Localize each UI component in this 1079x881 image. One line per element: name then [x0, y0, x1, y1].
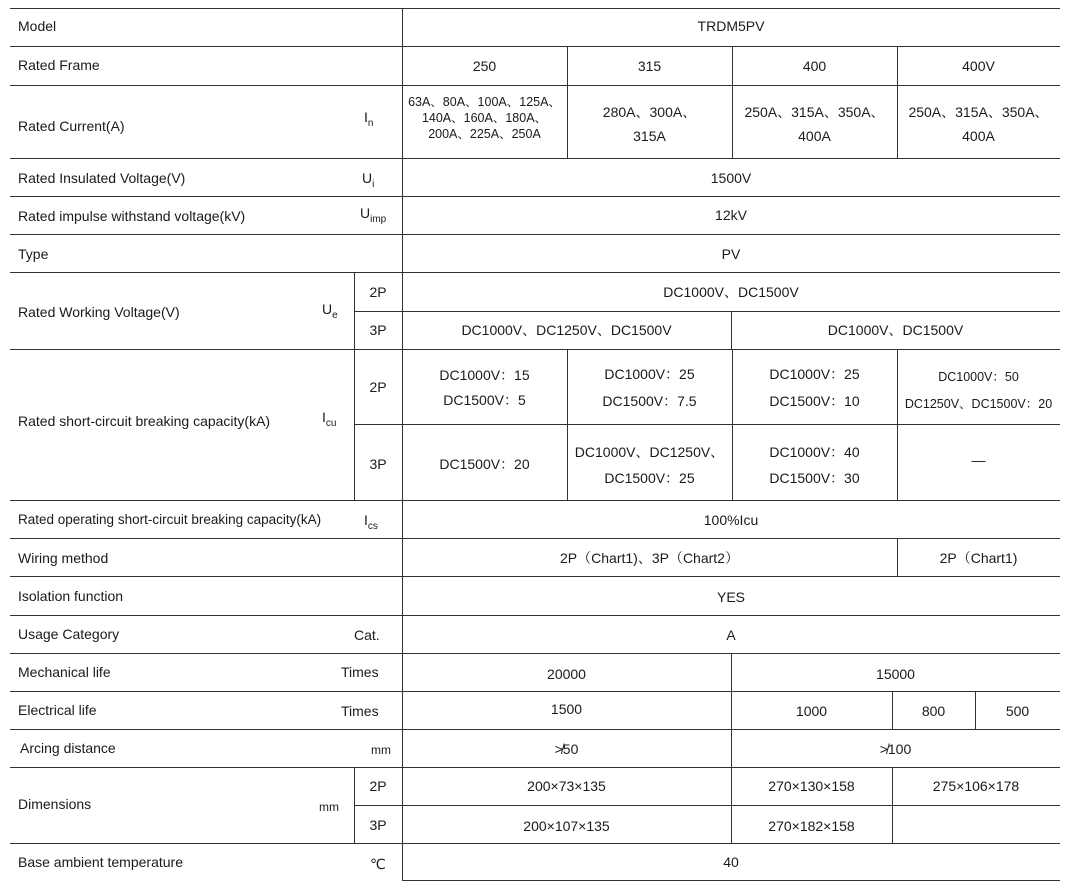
icu-3p: 3P — [369, 456, 387, 472]
working-voltage-3p-value-b: DC1000V、DC1500V — [827, 322, 964, 338]
label-wiring-method: Wiring method — [18, 550, 109, 566]
label-short-circuit-capacity: Rated short-circuit breaking capacity(kA) — [18, 413, 271, 429]
value-usage: A — [726, 627, 736, 643]
current-250-values: 63A、80A、100A、125A、 140A、160A、180A、 200A、225A、250A — [408, 95, 561, 141]
icu-3p-250: DC1500V：20 — [439, 456, 530, 472]
icu-2p-315: DC1000V：25 DC1500V：7.5 — [602, 366, 697, 409]
label-impulse-voltage: Rated impulse withstand voltage(kV) — [18, 208, 246, 224]
frame-250: 250 — [472, 58, 497, 74]
label-operating-capacity: Rated operating short-circuit breaking capacity(kA) — [18, 512, 322, 527]
frame-315: 315 — [637, 58, 662, 74]
mech-value-1: 20000 — [547, 666, 586, 682]
mech-value-2: 15000 — [876, 666, 915, 682]
unit-arcing: mm — [371, 743, 391, 757]
frame-400: 400 — [802, 58, 827, 74]
symbol-uimp: $U_{imp}$ — [360, 205, 387, 225]
symbol-ics: $I_{cs}$ — [364, 512, 378, 532]
value-model: TRDM5PV — [697, 18, 765, 34]
arc-value-2: ≯100 — [879, 741, 912, 757]
icu-2p-400v: DC1000V：50 DC1250V、DC1500V：20 — [904, 370, 1053, 411]
unit-temperature: ℃ — [370, 856, 386, 872]
label-model: Model — [18, 18, 57, 34]
value-insulated-voltage: 1500V — [710, 170, 752, 186]
label-dimensions: Dimensions — [18, 796, 92, 812]
dim-2p-b: 270×130×158 — [768, 778, 855, 794]
dim-2p-a: 200×73×135 — [527, 778, 606, 794]
dim-3p-a: 200×107×135 — [523, 818, 610, 834]
wiring-value-1: 2P（Chart1)、3P（Chart2） — [560, 550, 739, 566]
working-voltage-2p-value: DC1000V、DC1500V — [663, 284, 799, 300]
icu-2p-400: DC1000V：25 DC1500V：10 — [769, 366, 860, 409]
unit-mechanical: Times — [341, 664, 379, 680]
label-mechanical-life: Mechanical life — [18, 664, 111, 680]
label-arcing-distance: Arcing distance — [20, 740, 116, 756]
dim-3p: 3P — [369, 817, 387, 833]
dim-3p-b: 270×182×158 — [768, 818, 855, 834]
current-400v-values: 250A、315A、350A、 400A — [908, 104, 1049, 144]
icu-3p-315: DC1000V、DC1250V、 DC1500V：25 — [574, 444, 725, 486]
frame-400v: 400V — [962, 58, 995, 74]
value-isolation: YES — [716, 589, 745, 605]
value-ambient-temperature: 40 — [723, 854, 739, 870]
label-ambient-temperature: Base ambient temperature — [18, 854, 183, 870]
arc-value-1: ≯50 — [554, 741, 579, 757]
unit-usage: Cat. — [354, 627, 380, 643]
icu-3p-400: DC1000V：40 DC1500V：30 — [769, 444, 860, 486]
elec-value-3: 800 — [921, 703, 946, 719]
label-rated-frame: Rated Frame — [18, 57, 100, 73]
elec-value-1: 1500 — [550, 701, 583, 717]
dim-2p-c: 275×106×178 — [932, 778, 1020, 794]
value-type: PV — [721, 246, 741, 262]
working-voltage-2p: 2P — [369, 284, 387, 300]
current-400-values: 250A、315A、350A、 400A — [744, 104, 885, 144]
icu-2p: 2P — [369, 379, 387, 395]
symbol-icu: $I_{cu}$ — [322, 409, 337, 429]
working-voltage-3p: 3P — [369, 322, 387, 338]
unit-electrical: Times — [341, 703, 379, 719]
label-isolation: Isolation function — [18, 588, 124, 604]
label-insulated-voltage: Rated Insulated Voltage(V) — [18, 170, 186, 186]
elec-value-4: 500 — [1005, 703, 1030, 719]
wiring-value-2: 2P（Chart1) — [939, 550, 1018, 566]
symbol-in: $I_n$ — [364, 109, 374, 129]
label-electrical-life: Electrical life — [18, 702, 97, 718]
working-voltage-3p-value-a: DC1000V、DC1250V、DC1500V — [461, 322, 672, 338]
symbol-ue: $U_e$ — [322, 301, 338, 321]
dim-2p: 2P — [369, 778, 387, 794]
value-impulse-voltage: 12kV — [715, 207, 747, 223]
value-operating-capacity: 100%Icu — [703, 512, 759, 528]
symbol-ui: $U_i$ — [362, 170, 375, 190]
label-usage-category: Usage Category — [18, 626, 120, 642]
label-type: Type — [18, 246, 49, 262]
label-rated-current: Rated Current(A) — [18, 118, 125, 134]
label-working-voltage: Rated Working Voltage(V) — [18, 304, 180, 320]
unit-dimensions: mm — [319, 800, 339, 814]
current-315-values: 280A、300A、 315A — [602, 104, 697, 144]
elec-value-2: 1000 — [795, 703, 828, 719]
icu-3p-400v: — — [971, 452, 986, 468]
icu-2p-250: DC1000V：15 DC1500V：5 — [439, 367, 530, 408]
